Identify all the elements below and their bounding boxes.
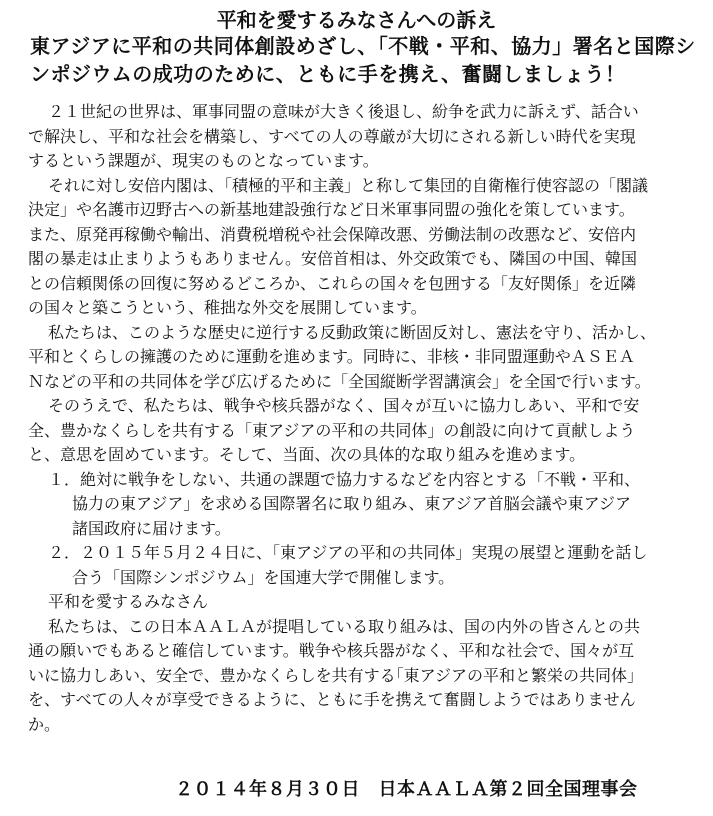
body-line: そのうえで、私たちは、戦争や核兵器がなく、国々が互いに協力しあい、平和で安	[48, 396, 640, 415]
body-line: Ｎなどの平和の共同体を学び広げるために「全国縦断学習講演会」を全国で行います。	[28, 371, 651, 391]
body-line: を、すべての人々が享受できるように、ともに手を携えて奮闘しようではありません	[28, 690, 636, 709]
body-line: か。	[28, 714, 61, 734]
document-subtitle	[30, 32, 710, 88]
body-line: いに協力しあい、安全で、豊かなくらしを共有する｢東アジアの平和と繁栄の共同体」	[28, 665, 644, 685]
body-line: との信頼関係の回復に努めるどころか、これらの国々を包囲する「友好関係」を近隣	[28, 273, 637, 293]
body-line: また、原発再稼働や輸出、消費税増税や社会保障改悪、労働法制の改悪など、安倍内	[28, 224, 637, 244]
body-line: と、意思を固めています。そして、当面、次の具体的な取り組みを進めます。	[28, 445, 586, 464]
body-line: 閣の暴走は止まりようもありません。安倍首相は、外交政策でも、隣国の中国、韓国	[28, 249, 637, 268]
body-line: の国々と築こうという、稚拙な外交を展開しています。	[28, 298, 427, 317]
body-line: ２１世紀の世界は、軍事同盟の意味が大きく後退し、紛争を武力に訴えず、話合い	[48, 102, 639, 121]
body-line: 通の願いでもあると確信しています。戦争や核兵器がなく、平和な社会で、国々が互	[28, 641, 635, 660]
body-line: で解決し、平和な社会を構築し、すべての人の尊厳が大切にされる新しい時代を実現	[28, 126, 636, 146]
document-body	[28, 100, 698, 737]
list-item-line: ２．２０１５年５月２４日に、｢東アジアの平和の共同体」実現の展望と運動を話し	[48, 543, 648, 562]
body-line: 決定」や名護市辺野古への新基地建設強行など日米軍事同盟の強化を策しています。	[28, 200, 635, 219]
body-line: 私たちは、このような歴史に逆行する反動政策に断固反対し、憲法を守り、活かし、	[48, 322, 657, 342]
list-item-line: 合う「国際シンポジウム」を国連大学で開催します。	[72, 567, 455, 587]
body-line: 全、豊かなくらしを共有する「東アジアの平和の共同体」の創設に向けて貢献しよう	[28, 420, 636, 440]
body-line: 平和とくらしの擁護のために運動を進めます。同時に、非核・非同盟運動やＡＳＥＡ	[28, 347, 635, 366]
body-line: 私たちは、この日本ＡＡＬＡが提唱している取り組みは、国の内外の皆さんとの共	[48, 616, 641, 636]
list-item-line: 諸国政府に届けます。	[72, 518, 231, 538]
body-line: するという課題が、現実のものとなっています。	[28, 151, 379, 170]
subtitle-line: 東アジアに平和の共同体創設めざし、「不戦・平和、協力」署名と国際シ	[30, 34, 696, 58]
body-line: それに対し安倍内閣は、｢積極的平和主義」と称して集団的自衛権行使容認の「閣議	[48, 175, 649, 195]
document-title: 平和を愛するみなさんへの訴え	[216, 8, 497, 32]
list-item-line: １．絶対に戦争をしない、共通の課題で協力するなどを内容とする「不戦・平和、	[48, 469, 641, 489]
list-item-line: 協力の東アジア」を求める国際署名に取り組み、東アジア首脳会議や東アジア	[72, 494, 632, 513]
subtitle-line: ンポジウムの成功のために、ともに手を携え、奮闘しましょう！	[30, 62, 626, 86]
signature-line: ２０１４年８月３０日 日本ＡＡＬＡ第２回全国理事会	[175, 779, 638, 800]
body-line: 平和を愛するみなさん	[48, 592, 209, 611]
